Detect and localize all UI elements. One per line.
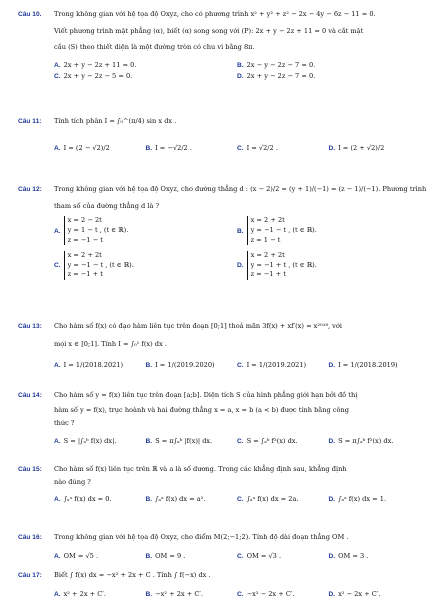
question-label: Câu 16: xyxy=(18,534,42,541)
option-d: D. OM = 3 . xyxy=(328,552,369,561)
question-text: tham số của đường thẳng d là ? xyxy=(54,202,160,211)
option-c: C. OM = √3 . xyxy=(237,552,282,561)
question-label: Câu 15: xyxy=(18,466,42,473)
option-b: B. OM = 9 . xyxy=(145,552,186,561)
option-a: A. OM = √5 . xyxy=(54,552,99,561)
question-label: Câu 11: xyxy=(18,118,42,125)
option-d: D. 2x + y − 2z − 7 = 0. xyxy=(237,71,316,80)
question-text: thức ? xyxy=(54,419,75,428)
option-a: A. ∫ₐᵃ f(x) dx = 0. xyxy=(54,495,112,504)
question-12 xyxy=(18,185,427,280)
option-c: C. S = ∫ₐᵇ f²(x) dx. xyxy=(237,436,298,445)
question-14 xyxy=(18,391,420,446)
question-10 xyxy=(18,10,420,81)
option-d: D. x² − 2x + C′. xyxy=(328,590,381,599)
option-a: A. x² + 2x + C′. xyxy=(54,590,106,599)
question-label: Câu 14: xyxy=(18,392,42,399)
question-text: mọi x ∈ [0;1]. Tính I = ∫₀¹ f(x) dx . xyxy=(54,340,167,349)
option-d: D. I = 1/(2018.2019) xyxy=(328,361,398,370)
question-text: nào đúng ? xyxy=(54,478,91,487)
question-16 xyxy=(18,533,420,561)
option-b: B. S = π∫ₐᵇ |f(x)| dx. xyxy=(145,436,213,445)
option-b: B. I = 1/(2019.2020) xyxy=(145,361,215,370)
question-text: Cho hàm số y = f(x) liên tục trên đoạn [a;b]. Diện tích S của hình phẳng giới hạn bởi đồ thị xyxy=(54,391,358,399)
option-a: A. x = 2 − 2t y = 1 − t , (t ∈ ℝ). z = −1 − t xyxy=(54,216,129,244)
option-d: D. S = π∫ₐᵇ f²(x) dx. xyxy=(328,436,394,445)
option-c: C. −x² − 2x + C′. xyxy=(237,590,295,599)
question-text: Trong không gian với hệ tọa độ Oxyz, cho đường thẳng d : (x − 2)/2 = (y + 1)/(−1) = (z − 1)/(−1). Phương trình xyxy=(54,185,427,193)
question-text: cầu (S) theo thiết diện là một đường tròn có chu vi bằng 8π. xyxy=(54,43,255,52)
question-label: Câu 17: xyxy=(18,572,42,579)
question-text: Tính tích phân I = ∫₀^(π/4) sin x dx . xyxy=(54,117,177,125)
option-c: C. 2x + y − 2z − 5 = 0. xyxy=(54,71,133,80)
question-label: Câu 13: xyxy=(18,323,42,330)
question-11 xyxy=(18,117,420,153)
option-c: C. I = √2/2 . xyxy=(237,144,278,153)
option-a: A. I = (2 − √2)/2 xyxy=(54,144,110,153)
option-b: B. ∫ₐᵃ f(x) dx = a². xyxy=(145,495,206,504)
option-a: A. S = |∫ₐᵇ f(x) dx|. xyxy=(54,436,117,445)
question-text: Cho hàm số f(x) có đạo hàm liên tục trên đoạn [0;1] thoả mãn 3f(x) + xf′(x) = x²⁰¹⁸, với xyxy=(54,322,342,330)
question-17 xyxy=(18,571,420,599)
option-d: D. x = 2 + 2t y = −1 + t , (t ∈ ℝ). z = −1 + t xyxy=(237,251,317,279)
question-13 xyxy=(18,322,420,371)
option-b: B. −x² + 2x + C′. xyxy=(145,590,203,599)
option-b: B. 2x − y − 2z − 7 = 0. xyxy=(237,60,316,69)
option-a: A. 2x + y − 2z + 11 = 0. xyxy=(54,60,137,69)
question-text: Viết phương trình mặt phẳng (α), biết (α) song song với (P): 2x + y − 2z + 11 = 0 và cắt mặt xyxy=(54,27,364,36)
option-d: D. I = (2 + √2)/2 xyxy=(328,144,385,153)
question-label: Câu 12: xyxy=(18,186,42,193)
option-c: C. x = 2 + 2t y = −1 − t , (t ∈ ℝ). z = −1 + t xyxy=(54,251,134,279)
option-a: A. I = 1/(2018.2021) xyxy=(54,361,124,370)
question-15 xyxy=(18,465,420,505)
question-text: Trong không gian với hệ tọa độ Oxyz, cho có phương trình x² + y² + z² − 2x − 4y − 6z − 11 = 0. xyxy=(54,10,376,18)
question-text: hàm số y = f(x), trục hoành và hai đường thẳng x = a, x = b (a < b) được tính bằng công xyxy=(54,406,349,415)
question-text: Trong không gian với hệ tọa độ Oxyz, cho điểm M(2;−1;2). Tính độ dài đoạn thẳng OM . xyxy=(54,533,349,541)
option-c: C. ∫ₐᵃ f(x) dx = 2a. xyxy=(237,495,299,504)
option-c: C. I = 1/(2019.2021) xyxy=(237,361,307,370)
question-text: Cho hàm số f(x) liên tục trên ℝ và a là số dương. Trong các khẳng định sau, khẳng định xyxy=(54,465,347,473)
question-text: Biết ∫ f(x) dx = −x² + 2x + C . Tính ∫ f(−x) dx . xyxy=(54,571,211,579)
option-d: D. ∫ₐᵃ f(x) dx = 1. xyxy=(328,495,387,504)
option-b: B. I = −√2/2 . xyxy=(145,144,192,153)
option-b: B. x = 2 + 2t y = −1 − t , (t ∈ ℝ). z = 1 − t xyxy=(237,216,317,244)
question-label: Câu 10. xyxy=(18,11,42,18)
